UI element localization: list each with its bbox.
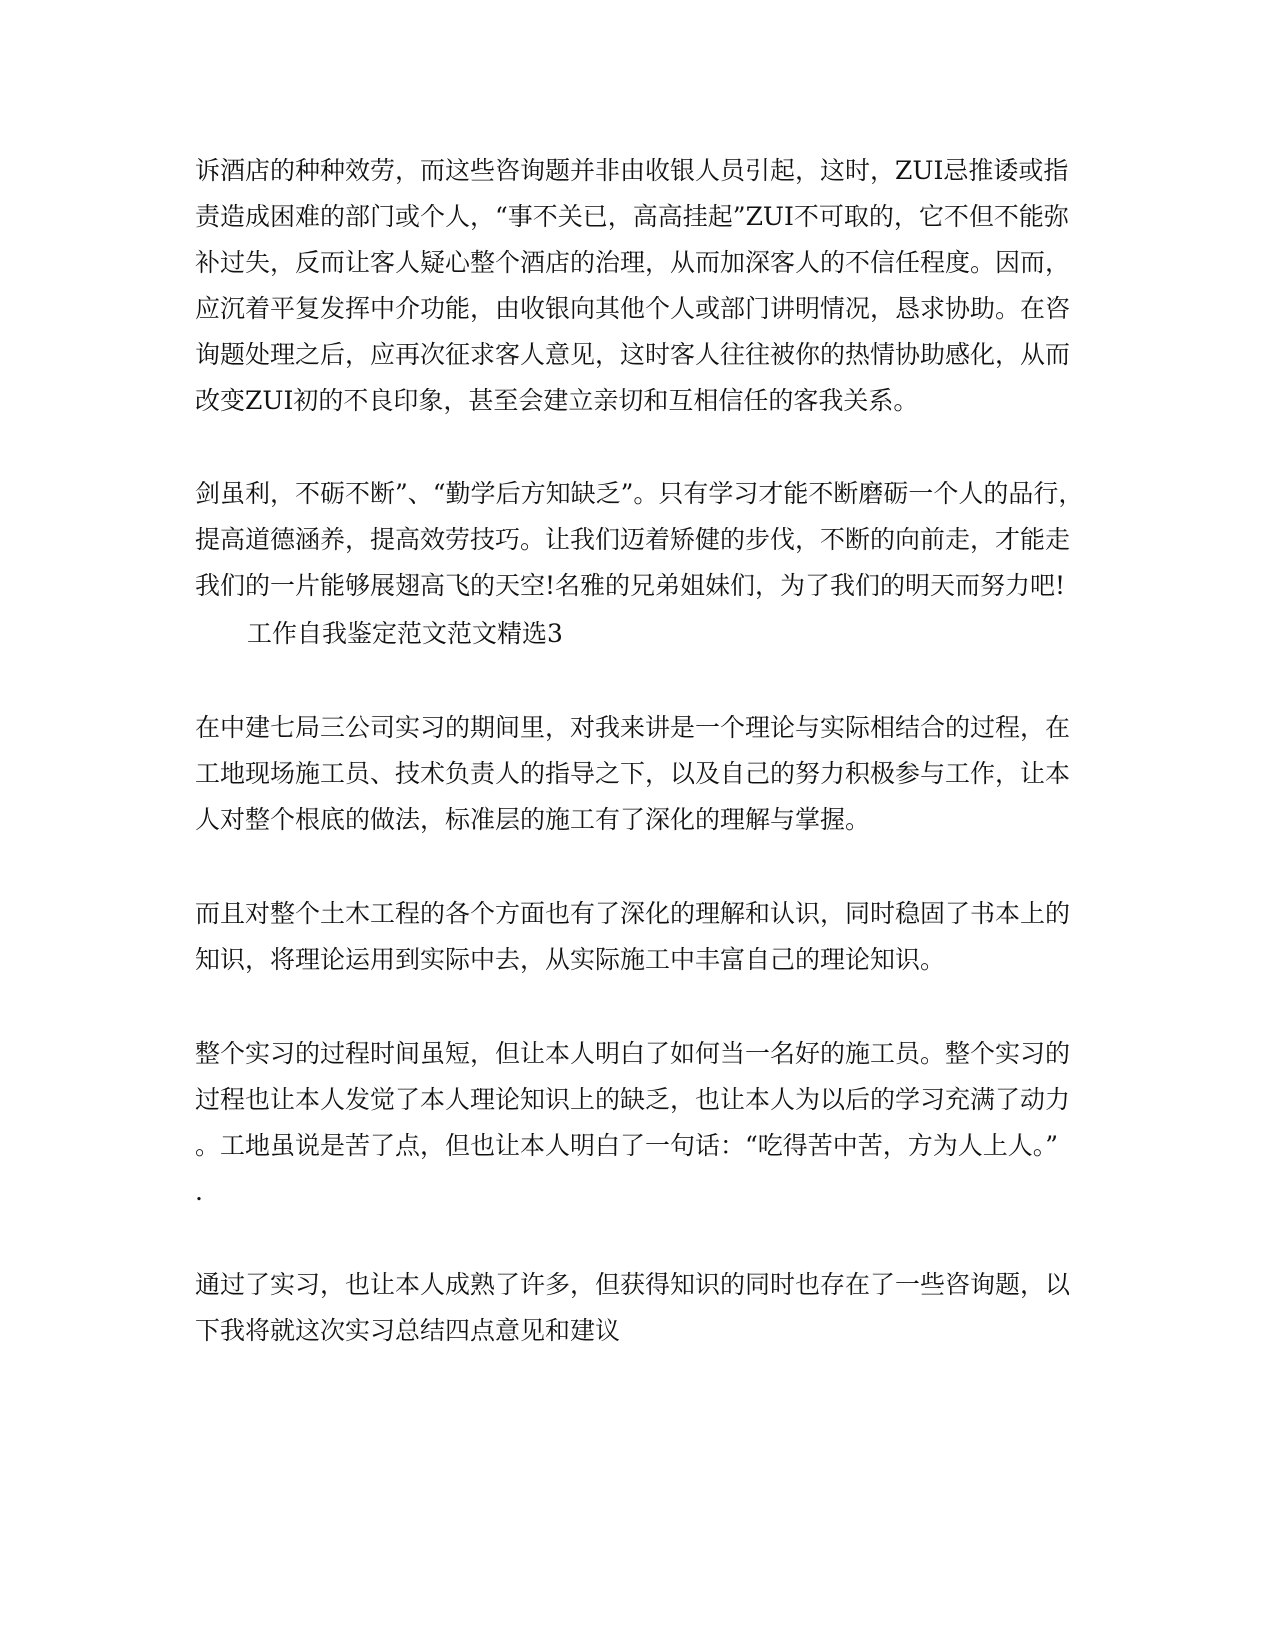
paragraph-2-line-3: 我们的一片能够展翅高飞的天空!名雅的兄弟姐妹们，为了我们的明天而努力吧! (195, 571, 1066, 600)
paragraph-3-line-3: 人对整个根底的做法，标准层的施工有了深化的理解与掌握。 (195, 805, 871, 834)
paragraph-3-line-2: 工地现场施工员、技术负责人的指导之下，以及自己的努力积极参与工作，让本 (195, 759, 1071, 788)
paragraph-5-line-1: 整个实习的过程时间虽短，但让本人明白了如何当一名好的施工员。整个实习的 (195, 1039, 1071, 1068)
paragraph-4-line-1: 而且对整个土木工程的各个方面也有了深化的理解和认识，同时稳固了书本上的 (195, 899, 1071, 928)
paragraph-1-line-6: 改变ZUI初的不良印象，甚至会建立亲切和互相信任的客我关系。 (195, 386, 919, 415)
paragraph-3-line-1: 在中建七局三公司实习的期间里，对我来讲是一个理论与实际相结合的过程，在 (195, 713, 1071, 742)
section-heading: 工作自我鉴定范文范文精选3 (247, 619, 563, 648)
paragraph-6-line-1: 通过了实习，也让本人成熟了许多，但获得知识的同时也存在了一些咨询题，以 (195, 1270, 1071, 1299)
paragraph-1-line-2: 责造成困难的部门或个人，“事不关已，高高挂起”ZUI不可取的，它不但不能弥 (195, 202, 1069, 231)
paragraph-1-line-5: 询题处理之后，应再次征求客人意见，这时客人往往被你的热情协助感化，从而 (195, 340, 1071, 369)
paragraph-1-line-3: 补过失，反而让客人疑心整个酒店的治理，从而加深客人的不信任程度。因而， (195, 248, 1071, 277)
paragraph-2-line-2: 提高道德涵养，提高效劳技巧。让我们迈着矫健的步伐，不断的向前走，才能走 (195, 525, 1071, 554)
paragraph-4-line-2: 知识，将理论运用到实际中去，从实际施工中丰富自己的理论知识。 (195, 945, 946, 974)
paragraph-1-line-1: 诉酒店的种种效劳，而这些咨询题并非由收银人员引起，这时，ZUI忌推诿或指 (195, 156, 1069, 185)
paragraph-5-line-2: 过程也让本人发觉了本人理论知识上的缺乏，也让本人为以后的学习充满了动力 (195, 1085, 1071, 1114)
paragraph-5-line-3: 。工地虽说是苦了点，但也让本人明白了一句话：“吃得苦中苦，方为人上人。” (195, 1131, 1059, 1160)
paragraph-5-line-4: . (195, 1177, 203, 1206)
paragraph-6-line-2: 下我将就这次实习总结四点意见和建议 (195, 1316, 621, 1345)
paragraph-2-line-1: 剑虽利，不砺不断”、“勤学后方知缺乏”。只有学习才能不断磨砺一个人的品行， (195, 479, 1084, 508)
paragraph-1-line-4: 应沉着平复发挥中介功能，由收银向其他个人或部门讲明情况，恳求协助。在咨 (195, 294, 1071, 323)
